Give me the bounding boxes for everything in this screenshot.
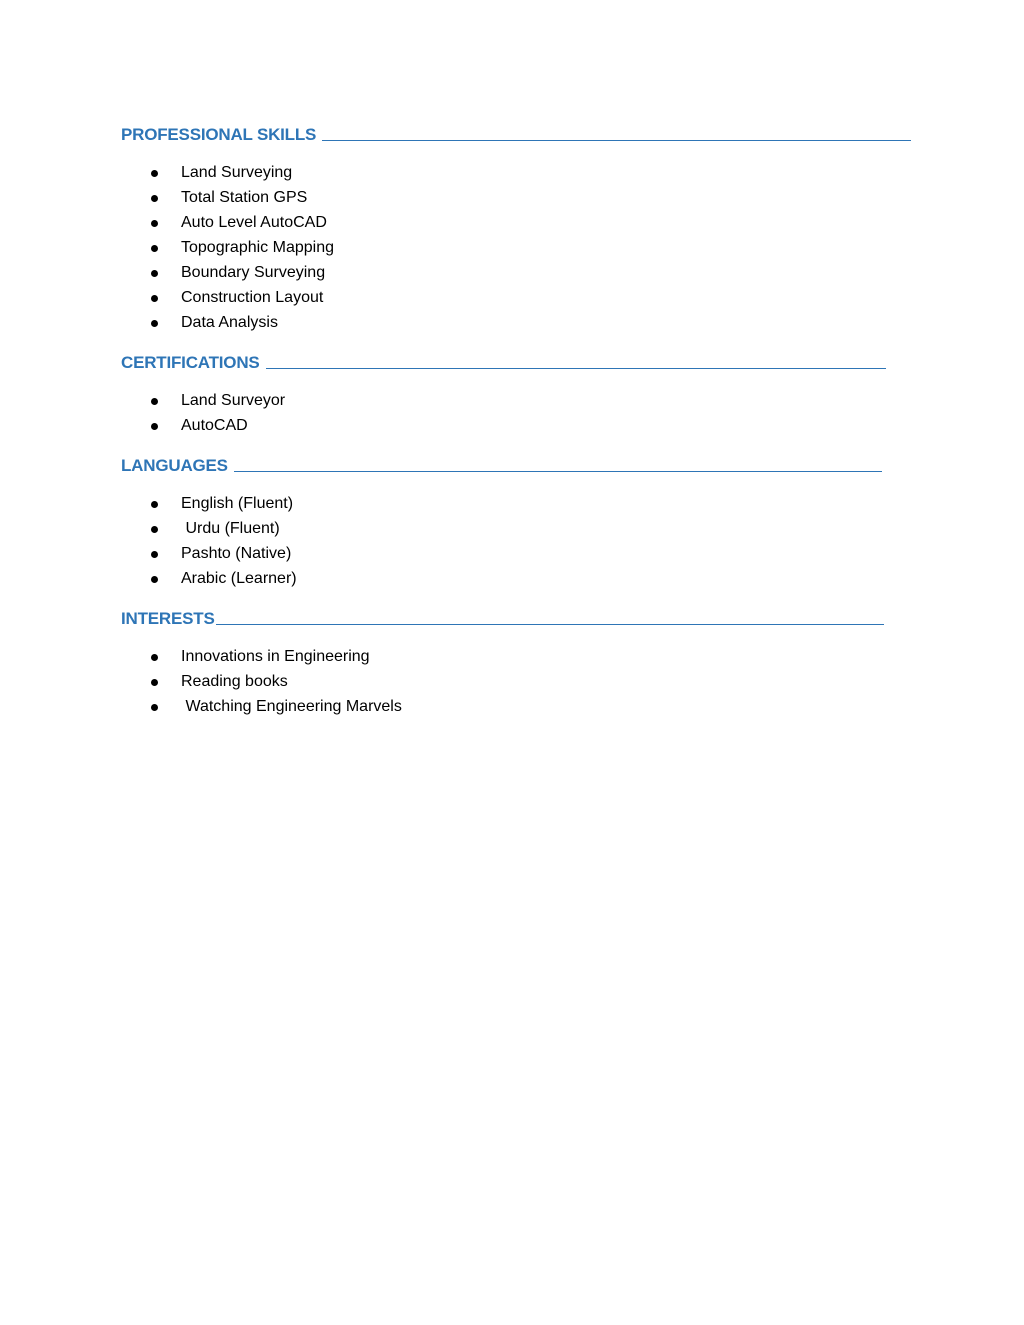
list-item [121,260,911,285]
list-item [121,541,911,566]
bullet-icon [151,320,158,327]
heading-underline [322,140,911,141]
list-item [121,285,911,310]
section-languages [121,452,911,591]
bullet-icon [151,501,158,508]
list-item-text: Land Surveying [181,164,293,181]
list-item-text: AutoCAD [181,417,248,434]
list-item [121,235,911,260]
list-item-text: Watching Engineering Marvels [181,698,402,715]
languages-list [121,491,911,591]
list-item-text: Auto Level AutoCAD [181,214,327,231]
bullet-icon [151,245,158,252]
bullet-icon [151,654,158,661]
bullet-icon [151,679,158,686]
list-item [121,210,911,235]
list-item [121,644,911,669]
list-item [121,566,911,591]
heading-underline [234,471,882,472]
certifications-list [121,388,911,438]
list-item-text: English (Fluent) [181,495,294,512]
list-item-text: Innovations in Engineering [181,648,370,665]
bullet-icon [151,295,158,302]
interests-list [121,644,911,719]
section-heading [121,349,911,373]
list-item-text: Land Surveyor [181,392,286,409]
list-item-text: Pashto (Native) [181,545,292,562]
section-heading [121,605,911,629]
bullet-icon [151,270,158,277]
bullet-icon [151,220,158,227]
section-interests [121,605,911,719]
list-item-text: Arabic (Learner) [181,570,297,587]
list-item-text: Data Analysis [181,314,278,331]
bullet-icon [151,423,158,430]
section-certifications [121,349,911,438]
list-item-text: Construction Layout [181,289,324,306]
section-heading [121,452,911,476]
bullet-icon [151,526,158,533]
section-title: PROFESSIONAL SKILLS [121,125,317,144]
heading-underline [216,624,884,625]
bullet-icon [151,170,158,177]
bullet-icon [151,576,158,583]
list-item [121,516,911,541]
list-item [121,388,911,413]
section-title: LANGUAGES [121,456,228,475]
list-item [121,669,911,694]
list-item [121,310,911,335]
list-item-text: Total Station GPS [181,189,308,206]
list-item [121,491,911,516]
list-item-text: Urdu (Fluent) [181,520,280,537]
list-item-text: Topographic Mapping [181,239,334,256]
list-item [121,185,911,210]
list-item [121,160,911,185]
list-item-text: Boundary Surveying [181,264,326,281]
bullet-icon [151,398,158,405]
bullet-icon [151,195,158,202]
heading-underline [266,368,886,369]
list-item [121,694,911,719]
section-professional-skills [121,121,911,335]
list-item [121,413,911,438]
bullet-icon [151,551,158,558]
bullet-icon [151,704,158,711]
section-title: INTERESTS [121,609,215,628]
section-title: CERTIFICATIONS [121,353,260,372]
list-item-text: Reading books [181,673,288,690]
skills-list [121,160,911,335]
section-heading [121,121,911,145]
